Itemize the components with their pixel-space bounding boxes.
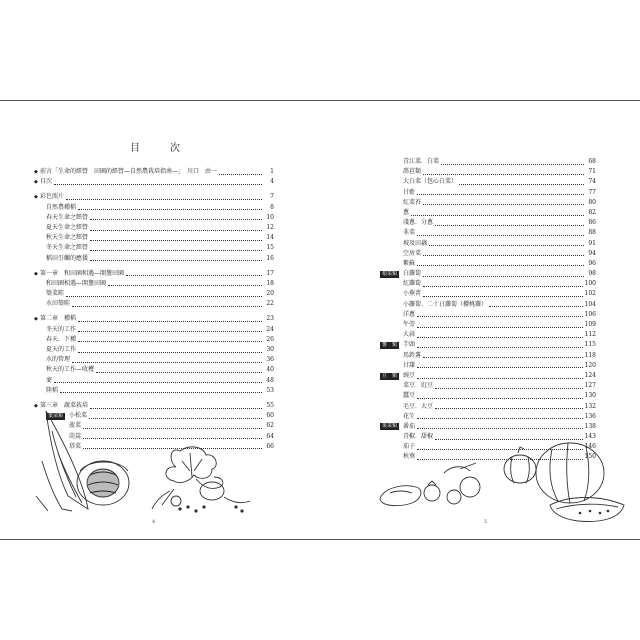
toc-entry[interactable] <box>380 320 596 330</box>
toc-entry-page: 1 <box>270 168 274 175</box>
toc-entry[interactable] <box>380 330 596 340</box>
toc-entry-page: 7 <box>270 193 274 201</box>
toc-entry-page: 24 <box>266 325 274 333</box>
toc-entry[interactable] <box>380 249 596 259</box>
toc-entry[interactable] <box>380 289 596 299</box>
toc-entry-page: 96 <box>588 259 596 267</box>
dot-leader <box>90 246 262 251</box>
dot-leader <box>435 384 583 389</box>
toc-entry-label: 紅蘿蔔 <box>403 280 422 288</box>
toc-entry[interactable] <box>380 218 596 228</box>
dot-leader <box>417 394 583 399</box>
dot-leader <box>417 374 583 379</box>
toc-entry-page: 120 <box>584 361 596 369</box>
toc-entry-page: 14 <box>266 234 274 242</box>
toc-entry-page: 23 <box>266 315 274 323</box>
toc-entry-label: 菜豆．豇豆 <box>403 382 434 390</box>
toc-entry-page: 26 <box>266 335 274 343</box>
radish-turnip-illustration <box>150 441 260 516</box>
toc-entry[interactable] <box>380 371 596 381</box>
toc-entry[interactable] <box>34 213 274 223</box>
dot-leader <box>54 180 262 185</box>
dot-leader <box>72 358 262 363</box>
diamond-bullet-icon: ◆ <box>34 402 38 409</box>
toc-entry[interactable] <box>380 381 596 391</box>
toc-entry[interactable] <box>380 279 596 289</box>
toc-entry-label: 淺蔥．分蔥 <box>403 219 434 227</box>
toc-entry[interactable] <box>380 391 596 401</box>
book-spread <box>0 100 640 540</box>
category-badge: 薯 類 <box>382 341 398 348</box>
toc-entry[interactable] <box>380 310 596 320</box>
dot-leader <box>108 281 262 286</box>
toc-entry-page: 138 <box>584 422 596 430</box>
toc-entry-label: 白蘿蔔 <box>403 270 422 278</box>
toc-entry[interactable] <box>34 345 274 355</box>
dot-leader <box>489 302 583 307</box>
toc-entry-page: 40 <box>266 366 274 374</box>
right-page <box>320 101 640 541</box>
dot-leader <box>417 261 584 266</box>
dot-leader <box>417 333 583 338</box>
toc-entry-label: 秋天生命之經營 <box>46 234 89 242</box>
toc-entry[interactable] <box>380 208 596 218</box>
toc-entry-label: 目次 <box>40 178 53 186</box>
toc-entry[interactable] <box>34 314 274 324</box>
dot-leader <box>423 292 583 297</box>
bamboo-shoot-illustration <box>28 401 138 516</box>
toc-entry[interactable] <box>380 259 596 269</box>
toc-entry-label: 大蒜 <box>403 331 416 339</box>
toc-entry[interactable] <box>34 167 274 177</box>
toc-entry-label: 番茄 <box>403 422 416 430</box>
dot-leader <box>417 190 584 195</box>
dot-leader <box>417 323 583 328</box>
toc-entry[interactable] <box>380 269 596 279</box>
toc-entry-page: 109 <box>584 321 596 328</box>
toc-entry-page: 15 <box>266 244 274 252</box>
toc-entry-page: 104 <box>584 300 596 308</box>
toc-entry-label: 韭菜 <box>403 229 416 237</box>
toc-entry-label: 坡及田藕 <box>403 239 428 247</box>
toc-entry-label: 第二章 種稻 <box>40 315 77 323</box>
dot-leader <box>54 378 262 383</box>
dot-leader <box>417 231 584 236</box>
toc-entry-label: 水田築畦 <box>46 300 71 308</box>
toc-entry-label: 萵苣類 <box>403 168 422 176</box>
toc-entry-page: 4 <box>270 178 274 186</box>
toc-entry[interactable] <box>34 223 274 233</box>
toc-entry[interactable] <box>380 239 596 249</box>
toc-entry[interactable] <box>34 325 274 335</box>
toc-entry-page: 98 <box>588 270 596 278</box>
diamond-bullet-icon: ◆ <box>34 316 38 323</box>
dot-leader <box>60 388 262 393</box>
dot-leader <box>423 251 584 256</box>
toc-entry[interactable] <box>34 289 274 299</box>
toc-entry-page: 36 <box>266 356 274 364</box>
dot-leader <box>90 226 262 231</box>
dot-leader <box>90 256 262 261</box>
toc-entry-page: 60 <box>266 412 274 420</box>
toc-entry-page: 53 <box>266 386 274 394</box>
toc-entry[interactable] <box>34 254 274 264</box>
toc-entry[interactable] <box>34 192 274 202</box>
toc-entry-label: 小蘿蔔、二十日蘿蔔（櫻桃蘿） <box>403 300 488 308</box>
toc-entry-label: 前言「生命的經營 田園的經營—自然農栽培指南—」 川口 由一 <box>40 168 218 175</box>
vegetables-illustration <box>372 459 492 514</box>
toc-entry-label: 彩色照片 <box>40 193 65 201</box>
toc-entry-label: 青江菜．白菜 <box>403 158 440 165</box>
dot-leader <box>78 317 262 322</box>
dot-leader <box>219 170 262 175</box>
left-page-number: 4 <box>152 519 156 525</box>
dot-leader <box>417 312 583 317</box>
toc-entry[interactable] <box>34 243 274 253</box>
toc-entry[interactable] <box>34 177 274 187</box>
toc-entry-label: 冬天的工作 <box>46 325 77 333</box>
toc-entry-label: 蠶豆 <box>403 392 416 400</box>
toc-entry[interactable] <box>34 365 274 375</box>
toc-entry-label: 夏天生命之經營 <box>46 223 89 231</box>
toc-entry-label: 蔥 <box>403 208 410 216</box>
toc-entry-page: 30 <box>266 346 274 353</box>
toc-entry-label: 洋蔥 <box>403 310 416 318</box>
diamond-bullet-icon: ◆ <box>34 169 38 175</box>
toc-entry-label: 春天生命之經營 <box>46 213 89 221</box>
toc-entry-page: 150 <box>584 453 596 461</box>
toc-entry-label: 第一章 和田園相遇—開墾田園 <box>40 269 125 277</box>
toc-entry-page: 17 <box>266 269 274 277</box>
toc-entry-page: 8 <box>270 203 274 211</box>
right-page-number: 5 <box>484 519 488 525</box>
category-badge: 果菜類 <box>382 423 398 430</box>
diamond-bullet-icon: ◆ <box>34 179 38 186</box>
toc-entry-page: 94 <box>588 249 596 257</box>
toc-entry-label: 自然農種稻 <box>46 203 77 211</box>
toc-entry-page: 77 <box>588 188 596 196</box>
toc-entry-page: 64 <box>266 432 274 440</box>
category-badge: 根菜類 <box>382 270 398 277</box>
dot-leader <box>441 160 584 165</box>
toc-entry-label: 空房菜 <box>403 249 422 257</box>
toc-entry-page: 124 <box>584 371 596 379</box>
toc-entry[interactable] <box>380 422 596 432</box>
toc-entry-page: 118 <box>584 351 596 359</box>
toc-entry[interactable] <box>380 157 596 167</box>
toc-entry[interactable] <box>34 233 274 243</box>
toc-entry-label: 豌豆 <box>403 371 416 379</box>
toc-entry-page: 86 <box>588 219 596 227</box>
toc-entry-page: 102 <box>584 290 596 298</box>
toc-entry-page: 68 <box>588 158 596 165</box>
toc-entry-label: 牛蒡 <box>403 321 416 328</box>
toc-entry-page: 10 <box>266 213 274 221</box>
dot-leader <box>90 215 262 220</box>
toc-entry-page: 132 <box>584 402 596 410</box>
toc-entry[interactable] <box>34 386 274 396</box>
toc-right <box>380 157 596 463</box>
toc-entry[interactable] <box>380 188 596 198</box>
dot-leader <box>78 205 262 210</box>
toc-entry-page: 12 <box>266 223 274 231</box>
toc-entry[interactable] <box>380 300 596 310</box>
toc-entry-label: 築菜畦 <box>46 290 65 298</box>
toc-entry-label: 第三章 蔬菜栽培 <box>40 401 89 409</box>
toc-entry[interactable] <box>380 340 596 350</box>
toc-entry-label: 花生 <box>403 412 416 420</box>
dot-leader <box>417 363 583 368</box>
toc-entry-page: 82 <box>588 208 596 216</box>
dot-leader <box>459 180 584 185</box>
dot-leader <box>90 236 262 241</box>
toc-entry-page: 62 <box>266 422 274 430</box>
toc-entry-page: 88 <box>588 229 596 237</box>
toc-entry-label: 塔菜 <box>69 442 82 450</box>
dot-leader <box>429 241 584 246</box>
toc-entry-label: 紅菜苔 <box>403 198 422 206</box>
dot-leader <box>411 211 584 216</box>
toc-entry-page: 16 <box>266 254 274 262</box>
toc-entry-page: 48 <box>266 376 274 384</box>
dot-leader <box>435 221 584 226</box>
toc-entry-label: 馬鈴薯 <box>403 351 422 359</box>
toc-entry-label: 小蕪菁 <box>403 290 422 298</box>
dot-leader <box>66 292 262 297</box>
toc-entry-label: 夏天的工作 <box>46 346 77 353</box>
toc-entry-page: 66 <box>266 442 274 450</box>
dot-leader <box>96 368 262 373</box>
toc-entry-label: 茼蒿 <box>69 432 82 440</box>
toc-entry-label: 秋天的工作—收穫 <box>46 366 95 374</box>
toc-entry-label: 稻田引觸的應援 <box>46 254 89 262</box>
toc-entry-label: 茄子 <box>403 443 416 451</box>
dot-leader <box>417 424 583 429</box>
dot-leader <box>78 337 262 342</box>
toc-entry-label: 冬天生命之經營 <box>46 244 89 252</box>
toc-entry-page: 127 <box>584 382 596 390</box>
toc-entry-label: 毛豆．大豆 <box>403 402 434 410</box>
toc-entry-page: 55 <box>266 401 274 409</box>
toc-entry-page: 112 <box>584 331 596 339</box>
toc-entry-page: 91 <box>588 239 596 247</box>
toc-entry-page: 20 <box>266 290 274 298</box>
toc-entry-page: 106 <box>584 310 596 318</box>
toc-entry-label: 紫蘇 <box>403 259 416 267</box>
toc-entry-page: 136 <box>584 412 596 420</box>
dot-leader <box>78 327 262 332</box>
toc-entry-page: 100 <box>584 280 596 288</box>
dot-leader <box>78 348 262 353</box>
toc-entry-label: 芋頭 <box>403 341 416 349</box>
toc-entry-page: 18 <box>266 279 274 287</box>
toc-entry-label: 春天．下種 <box>46 335 77 343</box>
toc-entry-label: 小松菜 <box>69 412 88 420</box>
toc-entry[interactable] <box>380 228 596 238</box>
toc-entry-page: 22 <box>266 300 274 308</box>
toc-entry-label: 水的管理 <box>46 356 71 364</box>
dot-leader <box>417 343 583 348</box>
dot-leader <box>423 170 584 175</box>
dot-leader <box>435 404 583 409</box>
toc-entry[interactable] <box>380 402 596 412</box>
toc-entry-page: 80 <box>588 198 596 206</box>
toc-title: 目 次 <box>130 143 190 154</box>
toc-entry[interactable] <box>34 376 274 386</box>
toc-entry[interactable] <box>34 203 274 213</box>
toc-entry-label: 大白菜（包心白菜） <box>403 178 458 186</box>
watermelon-pumpkin-illustration <box>490 439 630 524</box>
toc-entry-label: 和田園相遇—開墾田園 <box>46 279 107 287</box>
toc-entry[interactable] <box>380 361 596 371</box>
toc-entry[interactable] <box>34 269 274 279</box>
toc-entry-page: 143 <box>584 433 596 441</box>
toc-entry[interactable] <box>34 355 274 365</box>
toc-entry[interactable] <box>380 412 596 422</box>
diamond-bullet-icon: ◆ <box>34 194 38 201</box>
dot-leader <box>423 353 583 358</box>
left-page <box>0 101 320 541</box>
dot-leader <box>66 195 262 200</box>
toc-entry[interactable] <box>380 167 596 177</box>
toc-entry[interactable] <box>380 351 596 361</box>
toc-entry[interactable] <box>380 198 596 208</box>
toc-entry-label: 陸稻 <box>46 386 59 394</box>
toc-entry-label: 甘藷 <box>403 361 416 369</box>
dot-leader <box>417 414 583 419</box>
toc-entry-label: 菠菜 <box>69 422 82 430</box>
toc-entry-label: 甘藍 <box>403 188 416 196</box>
dot-leader <box>126 271 262 276</box>
category-badge: 豆 類 <box>382 372 398 379</box>
toc-entry-page: 115 <box>584 341 596 349</box>
toc-entry-label: 青椒．甜椒 <box>403 433 434 441</box>
diamond-bullet-icon: ◆ <box>34 270 38 277</box>
toc-entry-page: 71 <box>588 168 596 176</box>
toc-entry[interactable] <box>380 177 596 187</box>
toc-entry-page: 146 <box>584 443 596 451</box>
toc-entry-label: 秋葵 <box>403 453 416 461</box>
toc-entry-label: 麥 <box>46 376 53 384</box>
toc-entry[interactable] <box>34 335 274 345</box>
dot-leader <box>423 272 584 277</box>
dot-leader <box>72 302 262 307</box>
dot-leader <box>423 282 583 287</box>
toc-entry[interactable] <box>34 299 274 309</box>
dot-leader <box>423 200 584 205</box>
toc-entry-page: 130 <box>584 392 596 400</box>
toc-entry[interactable] <box>34 279 274 289</box>
toc-entry-page: 74 <box>588 178 596 186</box>
category-badge: 葉菜類 <box>48 412 64 419</box>
